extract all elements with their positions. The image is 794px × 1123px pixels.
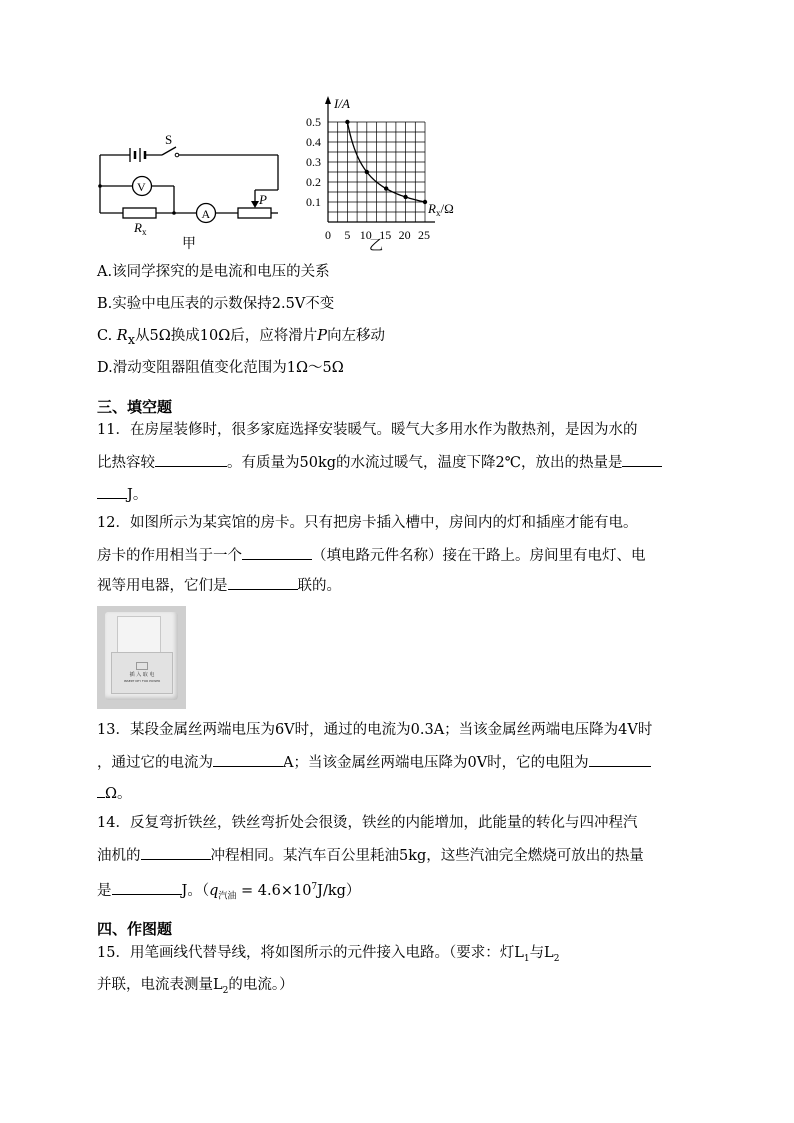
section-title-fill-in: 三、填空题 [97,398,173,416]
option-c: C. $R_x$从5Ω换成10Ω后，应将滑片P向左移动 [97,328,386,348]
graph-axes [325,96,435,222]
q11-line2: 比热容较 。有质量为50kg的水流过暖气，温度下降2℃，放出的热量是 [97,452,662,473]
x-tick-label: 0 [325,228,331,242]
x-tick-label: 20 [398,228,411,242]
photo-text-en: INSERT KEY FOR POWER [123,679,161,683]
graph-ticks [306,115,430,242]
option-d: D.滑动变阻器阻值变化范围为1Ω～5Ω [97,360,344,376]
graph-grid [328,122,425,222]
x-tick-label: 5 [344,228,351,242]
data-point [384,186,388,190]
answer-blank[interactable] [97,783,105,798]
circuit-diagram-jia [90,128,290,258]
q14-line1: 14．反复弯折铁丝，铁丝弯折处会很烫，铁丝的内能增加，此能量的转化与四冲程汽 [97,815,638,831]
option-a: A.该同学探究的是电流和电压的关系 [97,264,330,280]
x-tick-label: 15 [379,228,392,242]
figure-caption-jia: 甲 [182,237,196,252]
q15-line2: 并联，电流表测量$L_2$的电流。） [97,977,294,996]
room-card-photo [97,606,186,709]
q15-line1: 15．用笔画线代替导线，将如图所示的元件接入电路。（要求：灯$L_1$与$L_2$ [97,945,560,964]
x-tick-label: 25 [418,228,430,242]
data-point [403,195,407,199]
resistor-label: $R_x$ [134,220,147,237]
answer-blank[interactable] [112,880,182,895]
q12-line3: 视等用电器，它们是 联的。 [97,575,341,596]
answer-blank[interactable] [97,484,127,499]
photo-text-cn: 插 入 取 电 [129,672,155,678]
q11-line3: J。 [97,484,147,505]
room-card [117,616,161,656]
q11-line1: 11．在房屋装修时，很多家庭选择安装暖气。暖气大多用水作为散热剂，是因为水的 [97,422,638,438]
x-tick-label: 10 [359,228,372,242]
q14-line3: 是 J。$(q_{汽油} = 4.6\times 10^7J/kg)$ [97,877,360,907]
slider-label: P [259,192,267,207]
y-tick-label: 0.5 [306,115,321,129]
option-b: B.实验中电压表的示数保持2.5V不变 [97,296,335,312]
answer-blank[interactable] [141,845,211,860]
q12-line2: 房卡的作用相当于一个 （填电路元件名称）接在干路上。房间里有电灯、电 [97,545,646,566]
answer-blank[interactable] [589,752,651,767]
y-axis-label: I/A [334,96,350,111]
q13-line3: Ω。 [97,783,132,804]
q14-line2: 油机的 冲程相同。某汽车百公里耗油5kg，这些汽油完全燃烧可放出的热量 [97,845,644,866]
voltmeter-label: V [137,180,146,194]
graph-yi [300,92,470,254]
y-tick-label: 0.2 [306,175,321,189]
y-tick-label: 0.4 [306,135,321,149]
answer-blank[interactable] [622,452,662,467]
x-axis-label: $R_x/\Omega$ [428,201,454,218]
section-title-drawing: 四、作图题 [97,920,173,938]
q13-line1: 13．某段金属丝两端电压为6V时，通过的电流为0.3A；当该金属丝两端电压降为4V时 [97,722,653,738]
data-point [345,120,349,124]
answer-blank[interactable] [155,452,227,467]
data-point [423,200,427,204]
switch-label: S [165,132,173,147]
q12-line1: 12．如图所示为某宾馆的房卡。只有把房卡插入槽中，房间内的灯和插座才能有电。 [97,515,638,531]
y-tick-label: 0.1 [306,195,321,209]
ammeter-label: A [201,207,211,221]
answer-blank[interactable] [228,575,298,590]
data-point [365,170,369,174]
figure-caption-yi: 乙 [369,239,383,254]
answer-blank[interactable] [242,545,312,560]
y-axis-arrow [325,96,331,104]
answer-blank[interactable] [213,752,283,767]
q13-line2: ，通过它的电流为 A；当该金属丝两端电压降为0V时，它的电阻为 [97,752,651,773]
y-tick-label: 0.3 [306,155,321,169]
